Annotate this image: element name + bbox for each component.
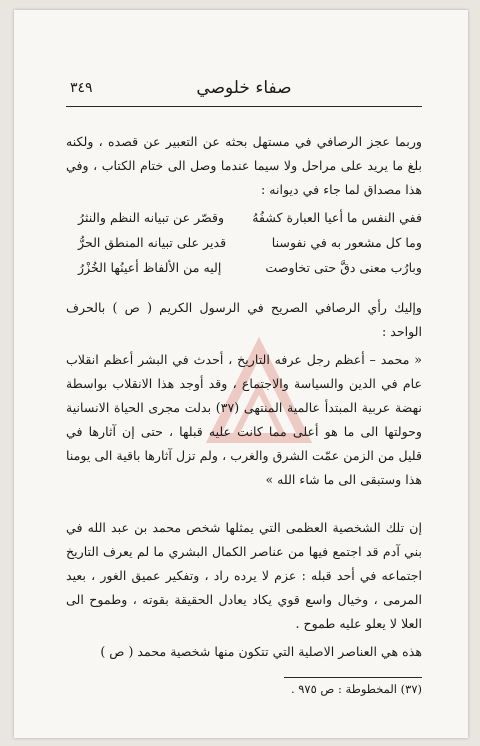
paragraph-elements: هذه هي العناصر الاصلية التي تتكون منها شخصية محمد ( ص ): [100, 644, 422, 659]
paragraph-prophet-opinion: وإليك رأي الرصافي الصريح في الرسول الكريم ( ص ) بالحرف الواحد :: [66, 300, 422, 339]
running-title: صفاء خلوصي: [196, 78, 292, 98]
quoted-passage: « محمد – أعظم رجل عرفه التاريخ ، أحدث في البشر أعظم انقلاب عام في الدين والسياسة والاجتماع ، وقد أوجد هذا الانقلاب بواسطة نهضة عربية المبتدأ عالمية المنتهى (٣٧) بدلت مجرى الحياة الانسانية وحولتها الى ما هو أعلى مما كانت عليه قبلها ، حتى إن آثارها في قليل من الزمن عمّت الشرق والغرب ، ولم تزل آثارها باقية الى يومنا هذا وستبقى الى ما شاء الله »: [66, 352, 422, 487]
verse-first-hemistich: ففي النفس ما أعيا العبارة كشفُهُ: [252, 210, 422, 225]
page-number: ٣٤٩: [70, 80, 93, 96]
footnote: (٣٧) المخطوطة : ص ٩٧٥ .: [290, 682, 422, 696]
verse-second-hemistich: قدير على تبيانه المنطق الحرُّ: [78, 235, 227, 250]
poem-verses: [66, 210, 422, 285]
footnote-divider: [284, 677, 422, 678]
page-header: [66, 72, 422, 107]
verse-line: [66, 235, 422, 260]
paragraph-personality: إن تلك الشخصية العظمى التي يمثلها شخص محمد بن عبد الله في بني آدم قد اجتمع فيها من عناصر الكمال البشري ما لم يعرف التاريخ اجتماعه في أحد قبله : عزم لا يرده راد ، وتفكير عميق الغور ، بعيد المرمى ، وخيال واسع قوي يكاد يعادل الحقيقة بقوته ، وطموح الى العلا لا يعلو عليه طموح .: [66, 520, 422, 631]
verse-second-hemistich: إليه من الألفاظ أعينُها الخُزْرُ: [78, 260, 222, 275]
verse-second-hemistich: وقصّر عن تبيانه النظم والنثرُ: [78, 210, 225, 225]
verse-first-hemistich: وما كل مشعور به في نفوسنا: [271, 235, 422, 250]
verse-first-hemistich: وبارُب معنى دقَّ حتى تخاوصت: [265, 260, 422, 275]
verse-line: [66, 210, 422, 235]
book-page: [14, 10, 468, 738]
verse-line: [66, 260, 422, 285]
paragraph-intro: وربما عجز الرصافي في مستهل بحثه عن التعبير عن قصده ، ولكنه بلغ ما يريد على مراحل ولا سيما عندما وصل الى ختام الكتاب ، وفي هذا مصداق لما جاء في ديوانه :: [66, 134, 422, 197]
